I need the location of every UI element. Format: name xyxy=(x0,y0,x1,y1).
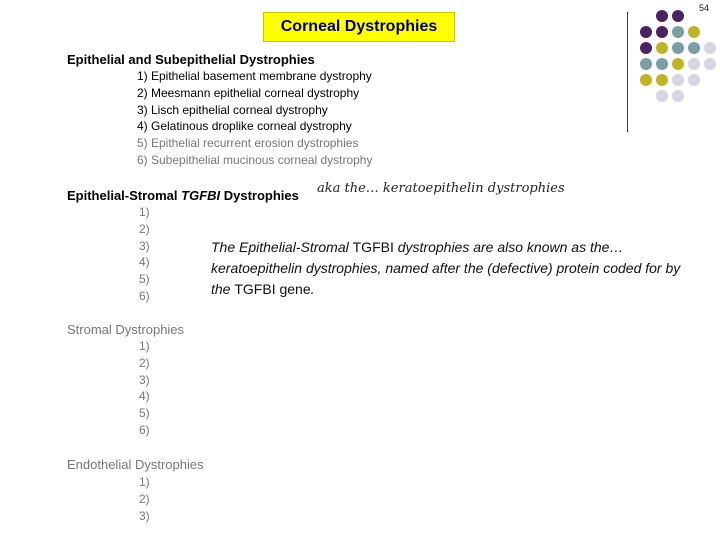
note-paragraph xyxy=(211,237,691,300)
handwritten-annotation: aka the… keratoepithelin dystrophies xyxy=(317,181,565,196)
epithelial-stromal-list xyxy=(139,204,150,305)
list-item: 6) xyxy=(139,288,150,303)
decorative-dot xyxy=(640,58,652,70)
list-item: 4) xyxy=(139,389,150,404)
divider-line xyxy=(627,12,628,132)
decorative-dot xyxy=(656,74,668,86)
list-item: 1) xyxy=(139,475,150,489)
decorative-dot xyxy=(640,26,652,38)
list-item: 3) xyxy=(139,508,150,523)
note-text: , named after the (defective) protein coded for by the xyxy=(211,260,681,297)
decorative-dot xyxy=(672,74,684,86)
decorative-dot xyxy=(656,10,668,22)
epithelial-stromal-heading xyxy=(67,188,299,204)
list-item: 2) xyxy=(139,355,150,370)
list-item: 6) xyxy=(139,422,150,437)
note-gene: TGFBI gene xyxy=(234,281,311,297)
list-item: 3) Lisch epithelial corneal dystrophy xyxy=(137,102,328,117)
list-item: 5) xyxy=(139,406,150,421)
decorative-dot xyxy=(672,26,684,38)
list-item: 4) xyxy=(139,255,150,270)
list-item: 1) Epithelial basement membrane dystrophy xyxy=(137,69,372,83)
page-title: Corneal Dystrophies xyxy=(280,18,438,35)
title-box xyxy=(263,12,455,42)
list-item: 5) Epithelial recurrent erosion dystrophies xyxy=(137,136,359,151)
note-gene: TGFBI xyxy=(352,239,394,255)
heading-part: Dystrophies xyxy=(220,188,299,203)
note-text: dystrophies xyxy=(305,260,378,276)
list-item: 3) xyxy=(139,372,150,387)
list-item: 2) xyxy=(139,491,150,506)
decorative-dot xyxy=(688,58,700,70)
heading-part: Epithelial-Stromal xyxy=(67,188,182,203)
decorative-dot xyxy=(656,90,668,102)
list-item: 5) xyxy=(139,272,150,287)
epithelial-list xyxy=(137,68,372,169)
decorative-dot-grid xyxy=(640,10,720,120)
decorative-dot xyxy=(672,10,684,22)
decorative-dot xyxy=(672,90,684,102)
decorative-dot xyxy=(672,58,684,70)
decorative-dot xyxy=(688,26,700,38)
note-text: . xyxy=(310,281,315,297)
heading-gene: TGFBI xyxy=(181,188,221,203)
endothelial-heading: Endothelial Dystrophies xyxy=(67,457,204,472)
decorative-dot xyxy=(656,58,668,70)
decorative-dot xyxy=(704,42,716,54)
stromal-heading: Stromal Dystrophies xyxy=(67,322,185,337)
decorative-dot xyxy=(640,42,652,54)
decorative-dot xyxy=(640,74,652,86)
decorative-dot xyxy=(656,26,668,38)
list-item: 1) xyxy=(139,205,150,219)
note-text: The Epithelial-Stromal xyxy=(211,239,353,255)
endothelial-list xyxy=(139,474,150,524)
decorative-dot xyxy=(672,42,684,54)
decorative-dot xyxy=(688,42,700,54)
list-item: 2) xyxy=(139,221,150,236)
list-item: 3) xyxy=(139,238,150,253)
decorative-dot xyxy=(704,58,716,70)
stromal-list xyxy=(139,338,150,439)
page-number: 54 xyxy=(699,3,710,13)
decorative-dot xyxy=(656,42,668,54)
list-item: 2) Meesmann epithelial corneal dystrophy xyxy=(137,85,360,100)
list-item: 6) Subepithelial mucinous corneal dystrophy xyxy=(137,152,373,167)
list-item: 4) Gelatinous droplike corneal dystrophy xyxy=(137,119,352,134)
decorative-dot xyxy=(688,74,700,86)
epithelial-heading: Epithelial and Subepithelial Dystrophies xyxy=(67,52,315,67)
list-item: 1) xyxy=(139,339,150,353)
note-text: dystrophies are also known as the… keratoepithelin xyxy=(211,239,624,276)
